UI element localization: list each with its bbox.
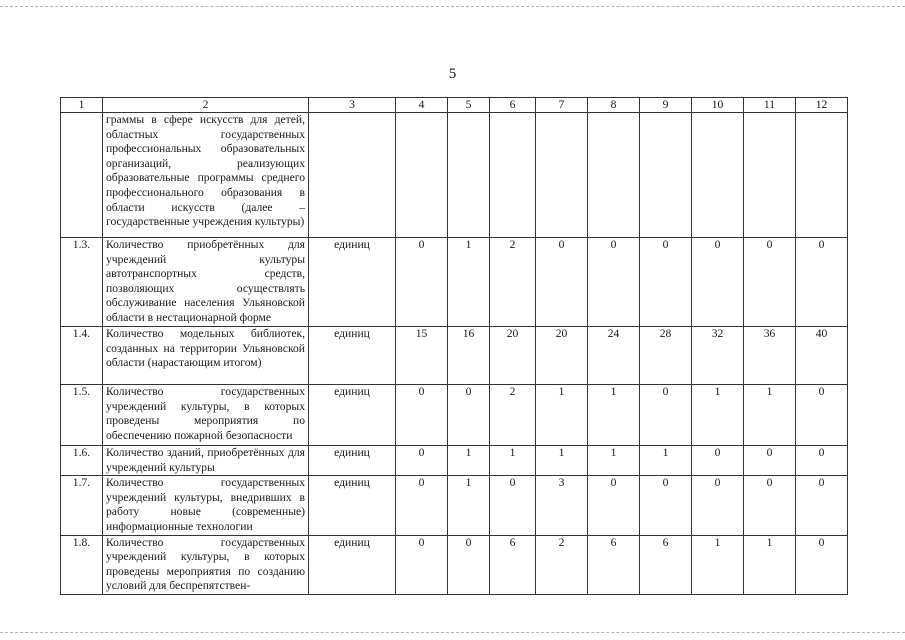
value-cell: 15	[396, 327, 448, 385]
value-cell: 0	[396, 385, 448, 446]
table-row	[61, 476, 848, 535]
header-cell: 7	[536, 98, 588, 113]
value-cell: 0	[448, 385, 490, 446]
value-cell: 0	[396, 535, 448, 594]
value-cell: 1	[490, 446, 536, 476]
value-cell: 6	[640, 535, 692, 594]
table-row	[61, 385, 848, 446]
unit-cell	[309, 113, 396, 238]
value-cell: 0	[692, 476, 744, 535]
value-cell	[490, 113, 536, 238]
value-cell: 0	[588, 476, 640, 535]
indicator-description: Количество зданий, приобретённых для учреждений культуры	[103, 446, 309, 476]
table-row	[61, 535, 848, 594]
value-cell: 2	[490, 238, 536, 327]
value-cell: 0	[692, 446, 744, 476]
value-cell: 2	[536, 535, 588, 594]
value-cell: 0	[796, 446, 848, 476]
value-cell: 1	[692, 385, 744, 446]
row-number: 1.4.	[61, 327, 103, 385]
indicator-description: Количество модельных библиотек, созданных на территории Ульяновской области (нарастающим итогом)	[103, 327, 309, 385]
value-cell: 40	[796, 327, 848, 385]
unit-cell: единиц	[309, 476, 396, 535]
value-cell: 0	[744, 238, 796, 327]
value-cell: 1	[448, 446, 490, 476]
unit-cell: единиц	[309, 535, 396, 594]
value-cell	[796, 113, 848, 238]
value-cell: 0	[744, 476, 796, 535]
value-cell: 0	[490, 476, 536, 535]
value-cell: 3	[536, 476, 588, 535]
value-cell: 0	[796, 535, 848, 594]
value-cell	[588, 113, 640, 238]
value-cell: 0	[588, 238, 640, 327]
header-cell: 11	[744, 98, 796, 113]
scan-edge-top	[0, 6, 905, 8]
value-cell: 0	[796, 385, 848, 446]
scan-edge-bottom	[0, 632, 905, 634]
value-cell: 0	[396, 238, 448, 327]
value-cell	[744, 113, 796, 238]
table-row	[61, 446, 848, 476]
value-cell: 1	[536, 385, 588, 446]
row-number: 1.3.	[61, 238, 103, 327]
value-cell	[396, 113, 448, 238]
value-cell: 32	[692, 327, 744, 385]
unit-cell: единиц	[309, 385, 396, 446]
value-cell: 1	[448, 476, 490, 535]
header-cell: 2	[103, 98, 309, 113]
indicator-description: граммы в сфере искусств для детей, областных государственных профессиональных образовательных организаций, реализующих образовательные программы среднего профессионального образования в области искусств (далее – государственные учреждения культуры)	[103, 113, 309, 238]
row-number	[61, 113, 103, 238]
header-row	[61, 98, 848, 113]
value-cell: 20	[536, 327, 588, 385]
value-cell: 0	[396, 476, 448, 535]
value-cell: 2	[490, 385, 536, 446]
header-cell: 6	[490, 98, 536, 113]
value-cell: 1	[744, 535, 796, 594]
value-cell: 0	[692, 238, 744, 327]
value-cell: 24	[588, 327, 640, 385]
header-cell: 9	[640, 98, 692, 113]
value-cell: 1	[640, 446, 692, 476]
value-cell: 0	[640, 238, 692, 327]
value-cell	[448, 113, 490, 238]
value-cell: 0	[640, 476, 692, 535]
value-cell: 1	[448, 238, 490, 327]
value-cell: 1	[588, 446, 640, 476]
header-cell: 3	[309, 98, 396, 113]
value-cell: 0	[536, 238, 588, 327]
value-cell: 1	[536, 446, 588, 476]
value-cell: 6	[588, 535, 640, 594]
value-cell: 36	[744, 327, 796, 385]
header-cell: 5	[448, 98, 490, 113]
table-row	[61, 238, 848, 327]
indicators-table	[60, 97, 848, 595]
value-cell	[692, 113, 744, 238]
value-cell: 1	[692, 535, 744, 594]
row-number: 1.6.	[61, 446, 103, 476]
value-cell: 1	[744, 385, 796, 446]
row-number: 1.7.	[61, 476, 103, 535]
value-cell: 28	[640, 327, 692, 385]
unit-cell: единиц	[309, 327, 396, 385]
header-cell: 4	[396, 98, 448, 113]
unit-cell: единиц	[309, 238, 396, 327]
indicator-description: Количество государственных учреждений культуры, в которых проведены мероприятия по созданию условий для беспрепятствен-	[103, 535, 309, 594]
value-cell: 16	[448, 327, 490, 385]
unit-cell: единиц	[309, 446, 396, 476]
header-cell: 10	[692, 98, 744, 113]
indicator-description: Количество государственных учреждений культуры, в которых проведены мероприятия по обеспечению пожарной безопасности	[103, 385, 309, 446]
indicator-description: Количество приобретённых для учреждений культуры автотранспортных средств, позволяющих осуществлять обслуживание населения Ульяновской области в нестационарной форме	[103, 238, 309, 327]
header-cell: 12	[796, 98, 848, 113]
value-cell: 0	[796, 476, 848, 535]
page-number: 5	[448, 66, 457, 82]
value-cell: 0	[744, 446, 796, 476]
value-cell: 0	[640, 385, 692, 446]
table-row	[61, 327, 848, 385]
value-cell: 0	[796, 238, 848, 327]
header-cell: 8	[588, 98, 640, 113]
indicator-description: Количество государственных учреждений культуры, внедривших в работу новые (современные) информационные технологии	[103, 476, 309, 535]
value-cell: 20	[490, 327, 536, 385]
value-cell: 0	[396, 446, 448, 476]
row-number: 1.8.	[61, 535, 103, 594]
row-number: 1.5.	[61, 385, 103, 446]
value-cell: 0	[448, 535, 490, 594]
value-cell: 1	[588, 385, 640, 446]
header-cell: 1	[61, 98, 103, 113]
value-cell	[536, 113, 588, 238]
value-cell: 6	[490, 535, 536, 594]
value-cell	[640, 113, 692, 238]
table-row	[61, 113, 848, 238]
